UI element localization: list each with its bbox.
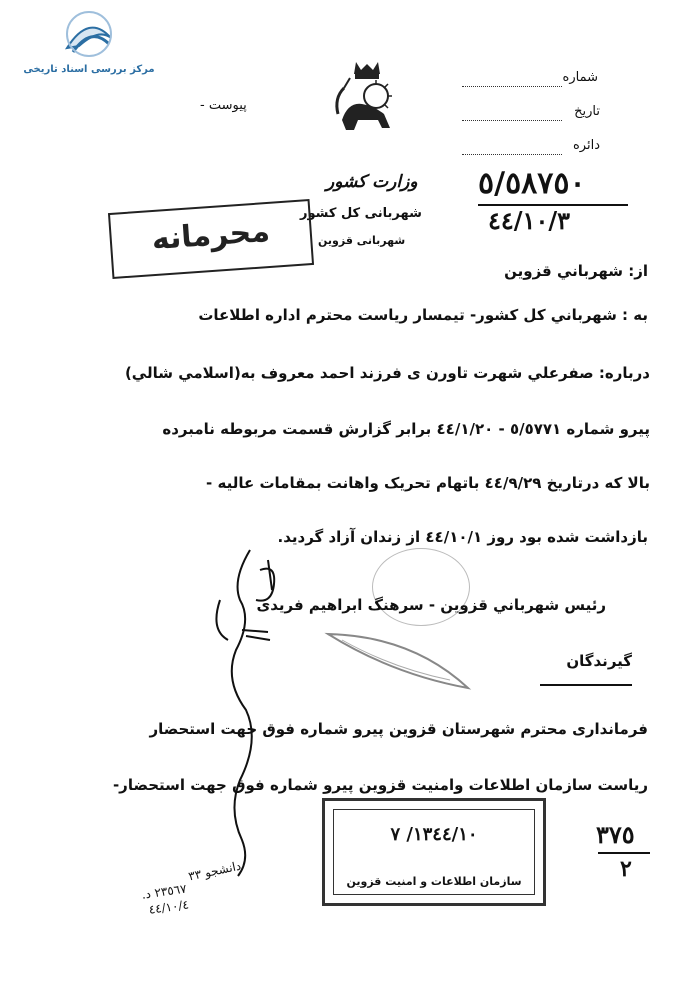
recipients-title: گيرندگان (566, 652, 632, 670)
note-bottom-left: ٢٣٥٦٧ د. ٤٤/١٠/٤ (140, 881, 190, 917)
receipt-stamp (322, 798, 546, 906)
note-bottom-mid: دانشجو ٣٣ (187, 858, 243, 884)
field-dept-label: دائره (572, 138, 600, 153)
field-date-line (462, 120, 562, 121)
handwritten-date: ٤٤/١٠/٣ (488, 206, 570, 235)
confidential-stamp (108, 199, 314, 279)
letter-signature: رئيس شهرباني قزوين - سرهنگ ابراهيم فريدى (256, 596, 606, 614)
letter-body-line-2: بالا که درتاريخ ٤٤/٩/٢٩ باتهام تحريک واهانت بمقامات عاليه - (206, 474, 650, 492)
handwritten-number: ٥/٥٨٧٥٠ (478, 166, 586, 201)
org-line-2: شهربانی قزوین (318, 234, 406, 247)
letter-body-line-3: بازداشت شده بود روز ٤٤/١٠/١ از زندان آزاد گرديد. (277, 528, 648, 546)
receipt-stamp-date: ١٣٤٤/١٠/ ٧ (390, 824, 478, 845)
recipients-underline (540, 684, 632, 686)
watermark (14, 8, 164, 80)
page-number: ٣٧٥ (596, 820, 635, 849)
handwritten-scribble (180, 540, 320, 880)
letter-to: به : شهرباني کل کشور- تيمسار رياست محترم اداره اطلاعات (198, 306, 648, 324)
field-date-label: تاریخ (574, 104, 600, 119)
triangle-seal (322, 614, 472, 694)
confidential-stamp-text: محرمانه (150, 213, 271, 258)
attachment-label: پیوست - (200, 98, 247, 113)
recipient-line-1: فرمانداری محترم شهرستان قزوين پيرو شماره فوق جهت استحضار (149, 720, 648, 738)
recipient-line-2: رياست سازمان اطلاعات وامنيت قزوين پيرو شماره فوق جهت استحضار- (112, 776, 648, 794)
letter-from: از: شهرباني قزوين (504, 262, 648, 280)
page-sub: ٢ (620, 856, 632, 882)
field-number-line (462, 86, 562, 87)
ministry-title: وزارت کشور (326, 172, 418, 192)
letter-body-line-1: پيرو شماره ٥/٥٧٧١ - ٤٤/١/٢٠ برابر گزارش قسمت مربوطه نامبرده (162, 420, 650, 438)
org-line-1: شهربانی کل کشور (300, 206, 422, 221)
receipt-stamp-inner (333, 809, 535, 895)
emblem (328, 58, 406, 136)
archive-logo-icon (59, 8, 119, 60)
field-number-label: شماره (562, 70, 598, 85)
letter-subject: درباره: صفرعلي شهرت تاورن ى فرزند احمد معروف به(اسلامي شالي) (124, 364, 650, 382)
watermark-text: مرکز بررسی اسناد تاریخی (23, 64, 155, 75)
page-number-divider (598, 852, 650, 854)
lion-and-sun-emblem-icon (328, 58, 406, 136)
field-dept-line (462, 154, 562, 155)
receipt-stamp-org: سازمان اطلاعات و امنيت قزوين (346, 875, 522, 888)
